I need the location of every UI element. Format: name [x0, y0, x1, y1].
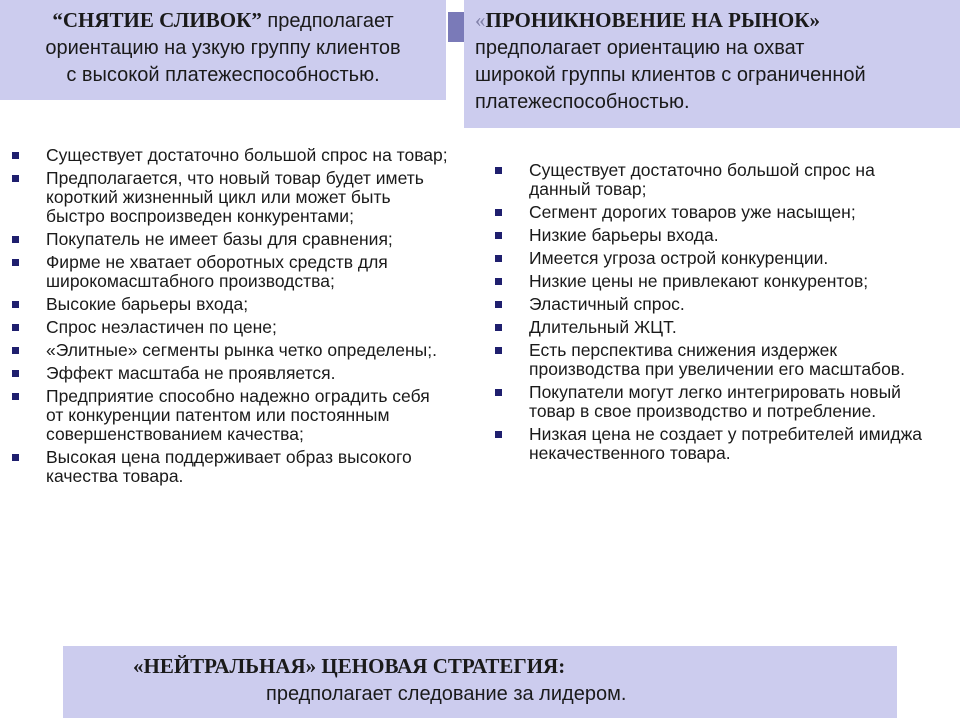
neutral-title: «НЕЙТРАЛЬНАЯ» ЦЕНОВАЯ СТРАТЕГИЯ: — [133, 654, 566, 678]
bullet-icon — [12, 236, 19, 243]
list-item — [494, 272, 940, 291]
bullet-icon — [12, 393, 19, 400]
skimming-line1 — [0, 7, 446, 35]
list-item-text: Низкая цена не создает у потребителей имиджа некачественного товара. — [529, 424, 923, 463]
skimming-conditions-list — [11, 146, 451, 490]
bullet-icon — [495, 389, 502, 396]
bullet-icon — [12, 175, 19, 182]
list-item — [494, 203, 940, 222]
neutral-title-row — [63, 654, 897, 679]
penetration-line0 — [475, 7, 960, 35]
penetration-title: ПРОНИКНОВЕНИЕ НА РЫНОК» — [485, 8, 820, 32]
bullet-icon — [12, 301, 19, 308]
list-item-text: Эластичный спрос. — [529, 294, 685, 314]
skimming-title: “СНЯТИЕ СЛИВОК” — [52, 8, 262, 32]
bullet-icon — [495, 347, 502, 354]
bullet-icon — [495, 232, 502, 239]
list-item — [494, 318, 940, 337]
list-item — [11, 364, 451, 383]
penetration-line1: предполагает ориентацию на охват — [475, 37, 805, 59]
list-item — [494, 341, 940, 379]
skimming-line2: ориентацию на узкую группу клиентов — [45, 37, 401, 59]
bullet-icon — [495, 209, 502, 216]
skimming-inline-text: предполагает — [261, 10, 394, 32]
skimming-line3: с высокой платежеспособностью. — [66, 64, 380, 86]
list-item — [494, 226, 940, 245]
list-item — [11, 230, 451, 249]
bullet-icon — [495, 301, 502, 308]
list-item-text: Предполагается, что новый товар будет иметь короткий жизненный цикл или может быть быстро воспроизведен конкурентами; — [46, 168, 424, 226]
bullet-icon — [12, 152, 19, 159]
list-item-text: Эффект масштаба не проявляется. — [46, 363, 336, 383]
bullet-icon — [495, 324, 502, 331]
list-item-text: Спрос неэластичен по цене; — [46, 317, 277, 337]
list-item-text: Существует достаточно большой спрос на товар; — [46, 145, 448, 165]
list-item — [11, 253, 451, 291]
penetration-open-quote: « — [475, 8, 486, 32]
penetration-line3: платежеспособностью. — [475, 91, 690, 113]
list-item — [494, 161, 940, 199]
list-item — [11, 341, 451, 360]
bullet-icon — [12, 259, 19, 266]
bullet-icon — [495, 167, 502, 174]
list-item-text: Покупатель не имеет базы для сравнения; — [46, 229, 393, 249]
list-item-text: Низкие барьеры входа. — [529, 225, 719, 245]
list-item — [11, 387, 451, 444]
list-item-text: Сегмент дорогих товаров уже насыщен; — [529, 202, 856, 222]
bullet-icon — [495, 255, 502, 262]
list-item — [494, 425, 940, 463]
list-item-text: Высокие барьеры входа; — [46, 294, 249, 314]
penetration-conditions-list — [494, 161, 940, 467]
bullet-icon — [495, 431, 502, 438]
list-item-text: Существует достаточно большой спрос на данный товар; — [529, 160, 875, 199]
list-item-text: Предприятие способно надежно оградить себя от конкуренции патентом или постоянным совершенствованием качества; — [46, 386, 430, 444]
penetration-line2: широкой группы клиентов с ограниченной — [475, 64, 866, 86]
list-item — [494, 295, 940, 314]
list-item — [11, 295, 451, 314]
list-item — [11, 318, 451, 337]
list-item-text: Высокая цена поддерживает образ высокого качества товара. — [46, 447, 412, 486]
list-item-text: Низкие цены не привлекают конкурентов; — [529, 271, 869, 291]
neutral-text: предполагает следование за лидером. — [266, 683, 627, 705]
list-item-text: Фирме не хватает оборотных средств для широкомасштабного производства; — [46, 252, 388, 291]
accent-bar — [448, 12, 464, 42]
list-item-text: «Элитные» сегменты рынка четко определены;. — [46, 340, 437, 360]
neutral-strategy-box — [63, 646, 897, 718]
bullet-icon — [12, 347, 19, 354]
bullet-icon — [12, 454, 19, 461]
list-item-text: Покупатели могут легко интегрировать новый товар в свое производство и потребление. — [529, 382, 901, 421]
list-item-text: Длительный ЖЦТ. — [529, 317, 677, 337]
penetration-strategy-box — [464, 0, 960, 128]
bullet-icon — [12, 324, 19, 331]
bullet-icon — [12, 370, 19, 377]
list-item — [494, 383, 940, 421]
list-item — [11, 146, 451, 165]
list-item — [494, 249, 940, 268]
bullet-icon — [495, 278, 502, 285]
skimming-strategy-box — [0, 0, 446, 100]
list-item — [11, 169, 451, 226]
list-item — [11, 448, 451, 486]
list-item-text: Есть перспектива снижения издержек производства при увеличении его масштабов. — [529, 340, 905, 379]
list-item-text: Имеется угроза острой конкуренции. — [529, 248, 829, 268]
